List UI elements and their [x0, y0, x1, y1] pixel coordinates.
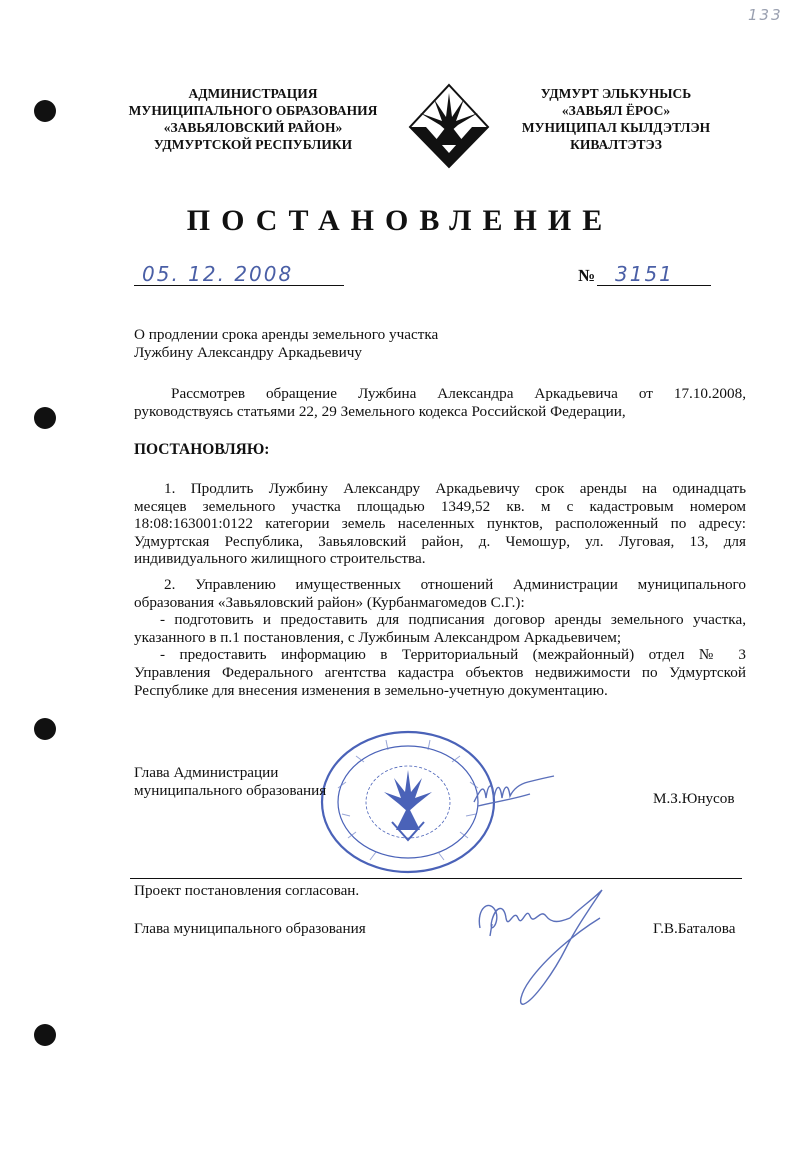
clause-line: месяцев земельного участка площадью 1349,52 кв. м с кадастровым номером — [134, 497, 746, 515]
left-header-line: АДМИНИСТРАЦИЯ — [188, 86, 318, 101]
punch-hole — [34, 718, 56, 740]
clause-2 — [134, 576, 746, 699]
clause-line: Удмуртская Республика, Завьяловский район, д. Чемошур, ул. Луговая, 13, для — [134, 532, 746, 550]
date-underline — [134, 285, 344, 286]
subject-line: О продлении срока аренды земельного участка — [134, 326, 439, 343]
right-header-line: МУНИЦИПАЛ КЫЛДЭТЛЭН — [521, 120, 711, 135]
position-line: муниципального образования — [134, 781, 327, 799]
right-header-line: «ЗАВЬЯЛ ЁРОС» — [561, 103, 671, 118]
approval-note: Проект постановления согласован. — [134, 882, 360, 899]
clause-line: индивидуального жилищного строительства. — [134, 550, 426, 568]
resolve-heading: ПОСТАНОВЛЯЮ: — [134, 441, 270, 458]
clause-1 — [134, 480, 746, 568]
signatory-1-position — [134, 764, 394, 799]
handwritten-signature-2 — [470, 884, 650, 1014]
signatory-2-position: Глава муниципального образования — [134, 920, 366, 937]
district-emblem-icon — [408, 83, 490, 169]
clause-line: 1. Продлить Лужбину Александру Аркадьевичу срок аренды на одинадцать — [164, 480, 746, 497]
right-header-line: КИВАЛТЭТЭЗ — [570, 137, 662, 152]
subject-line: Лужбину Александру Аркадьевичу — [134, 343, 362, 361]
corner-page-note: 133 — [748, 6, 783, 24]
preamble-line: руководствуясь статьями 22, 29 Земельного кодекса Российской Федерации, — [134, 402, 626, 420]
right-header — [498, 85, 734, 153]
left-header-line: «ЗАВЬЯЛОВСКИЙ РАЙОН» — [163, 120, 343, 135]
clause-line: образования «Завьяловский район» (Курбанмагомедов С.Г.): — [134, 593, 525, 611]
punch-hole — [34, 407, 56, 429]
number-underline — [597, 285, 711, 286]
punch-hole — [34, 100, 56, 122]
section-divider — [130, 878, 742, 879]
clause-line: Управления Федерального агентства кадастра объектов недвижимости по Удмуртской — [134, 663, 746, 681]
clause-line: 18:08:163001:0122 категории земель населенных пунктов, расположенный по адресу: — [134, 515, 746, 533]
right-header-line: УДМУРТ ЭЛЬКУНЫСЬ — [540, 86, 692, 101]
preamble — [134, 385, 746, 420]
number-label: № — [578, 266, 596, 285]
clause-line: Республике для внесения изменения в земельно-учетную документацию. — [134, 681, 608, 699]
left-header-line: МУНИЦИПАЛЬНОГО ОБРАЗОВАНИЯ — [128, 103, 378, 118]
left-header-line: УДМУРТСКОЙ РЕСПУБЛИКИ — [153, 137, 353, 152]
document-number: 3151 — [615, 262, 674, 286]
document-subject — [134, 326, 554, 361]
clause-line: указанного в п.1 постановления, с Лужбиным Александром Аркадьевичем; — [134, 628, 622, 646]
signatory-2-name: Г.В.Баталова — [653, 920, 736, 937]
clause-line: - предоставить информацию в Территориальный (межрайонный) отдел № 3 — [160, 646, 746, 664]
punch-hole — [34, 1024, 56, 1046]
clause-line: - подготовить и предоставить для подписания договор аренды земельного участка, — [160, 611, 746, 629]
document-title: ПОСТАНОВЛЕНИЕ — [186, 204, 614, 237]
preamble-line: Рассмотрев обращение Лужбина Александра Аркадьевича от 17.10.2008, — [171, 385, 746, 402]
signatory-1-name: М.З.Юнусов — [653, 790, 735, 807]
handwritten-signature-1 — [470, 772, 560, 812]
position-line: Глава Администрации — [134, 764, 279, 781]
clause-line: 2. Управлению имущественных отношений Администрации муниципального — [164, 576, 746, 593]
left-header — [118, 85, 388, 153]
document-date: 05. 12. 2008 — [142, 262, 294, 286]
